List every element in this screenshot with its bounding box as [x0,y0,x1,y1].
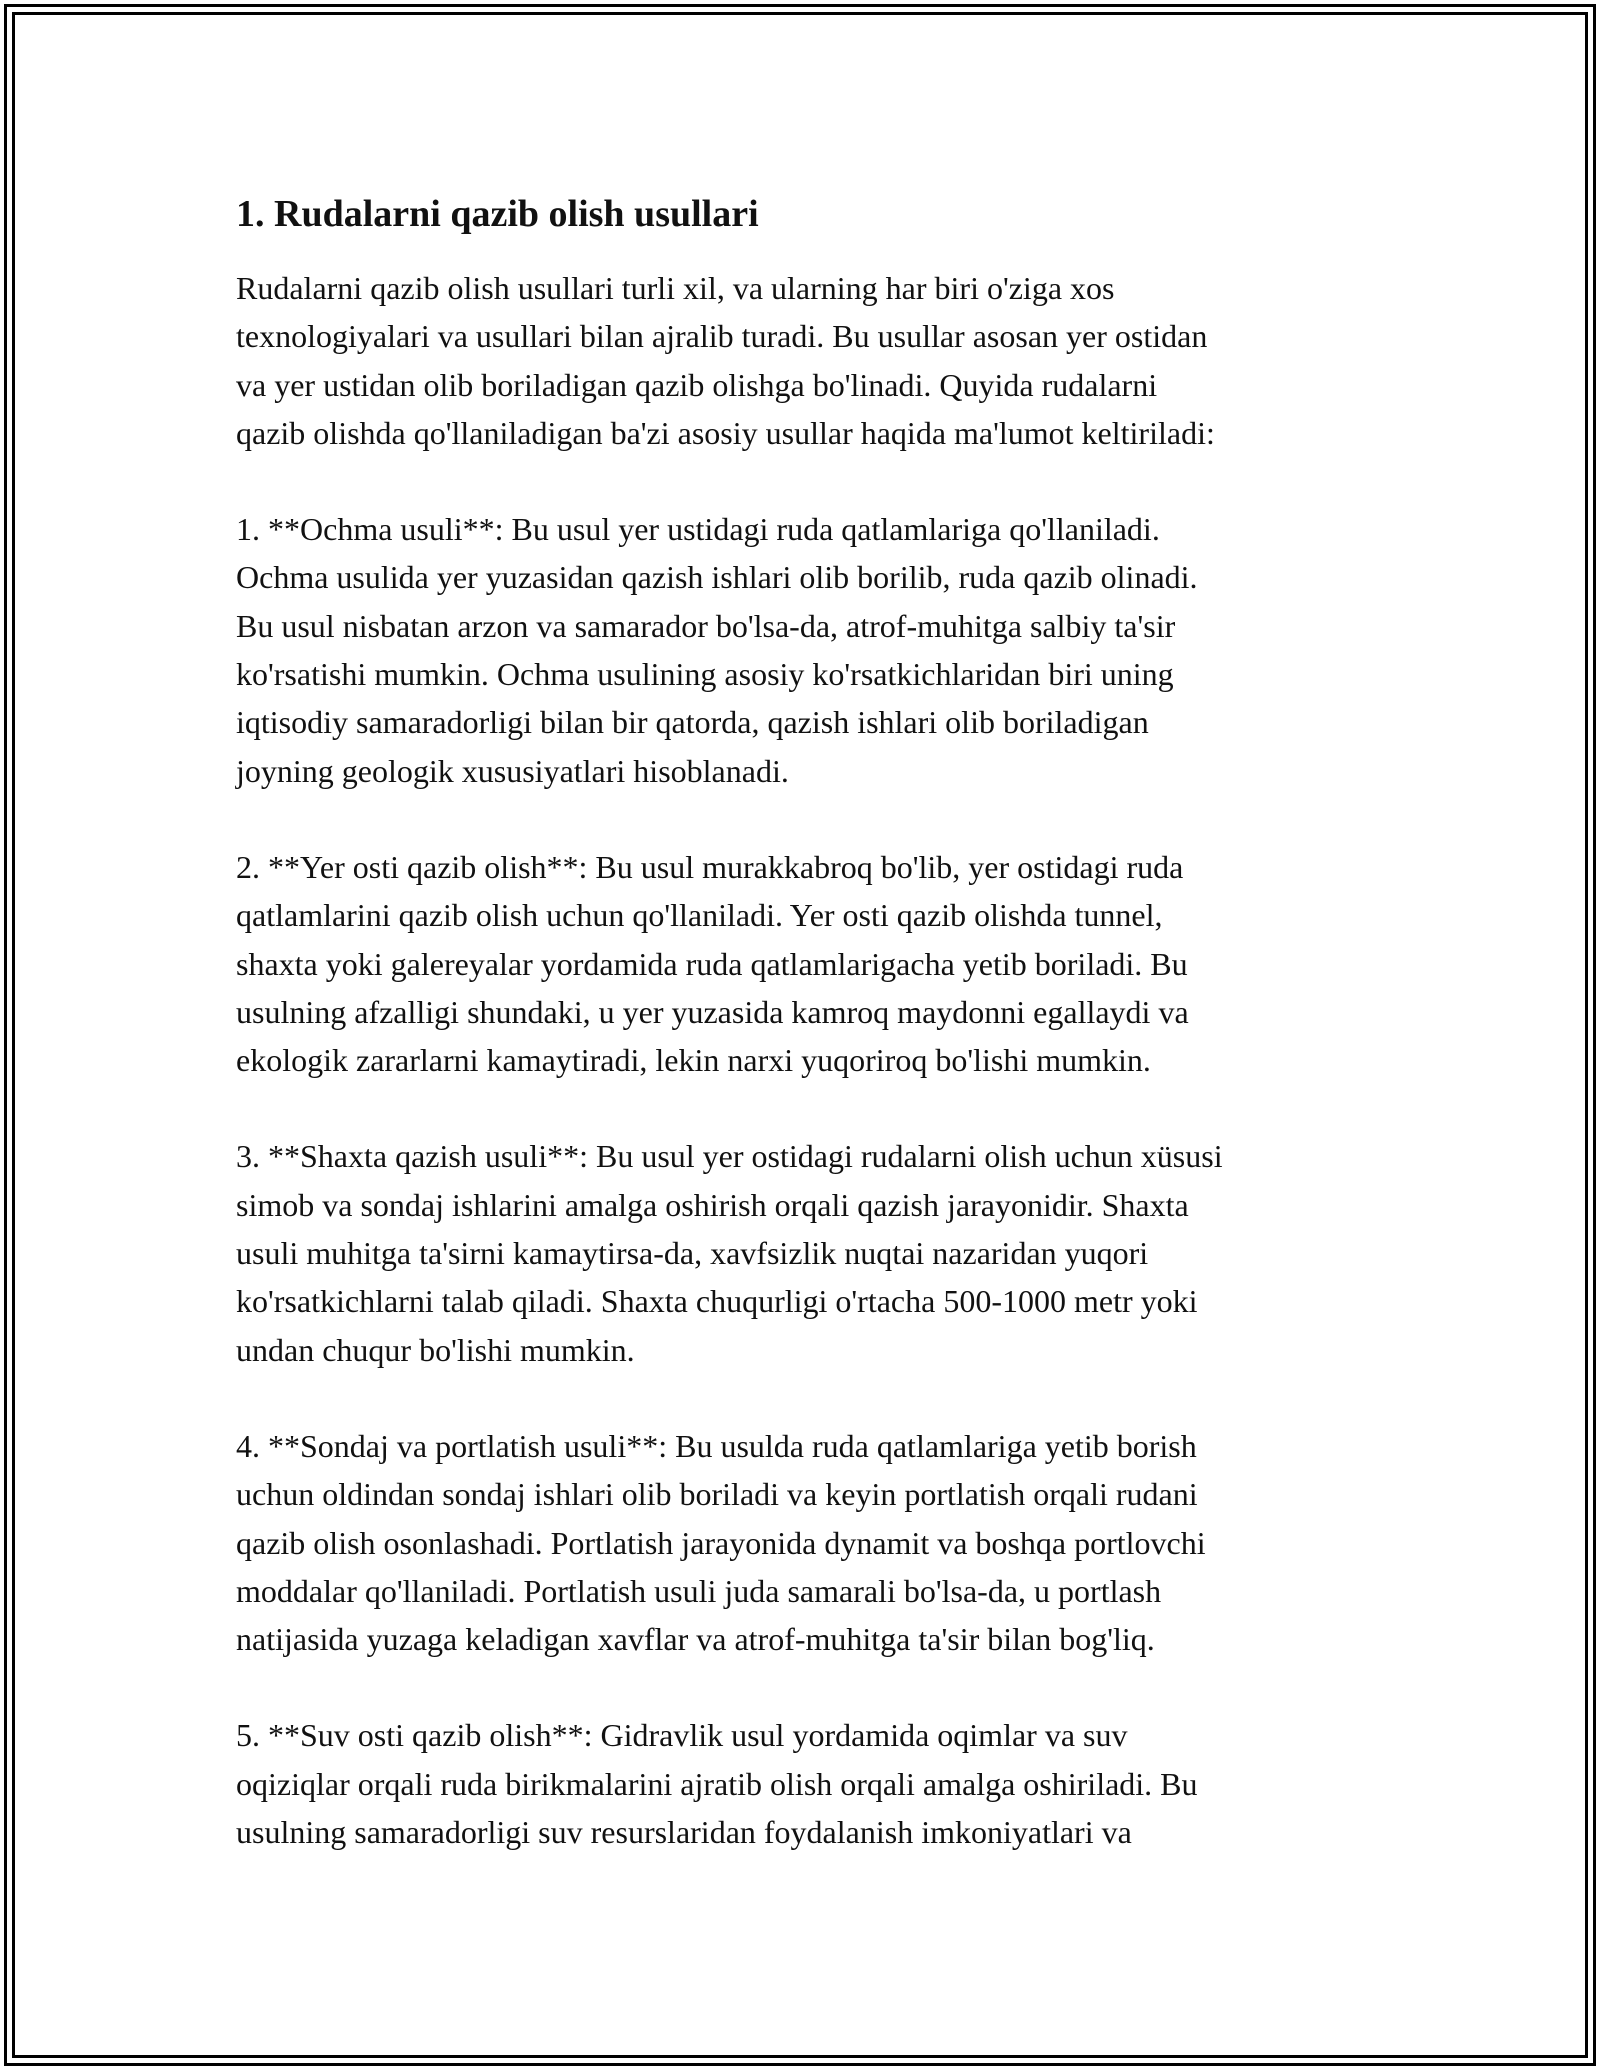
method-paragraph-1 [236,505,1376,795]
text-line: 1. **Ochma usuli**: Bu usul yer ustidagi ruda qatlamlariga qo'llaniladi. [236,511,1160,548]
text-line: Ochma usulida yer yuzasidan qazish ishlari olib borilib, ruda qazib olinadi. [236,559,1198,596]
method-paragraph-2 [236,843,1376,1084]
text-line: qatlamlarini qazib olish uchun qo'llaniladi. Yer osti qazib olishda tunnel, [236,897,1163,934]
text-line: joyning geologik xususiyatlari hisoblanadi. [236,752,789,789]
text-line: Bu usul nisbatan arzon va samarador bo'lsa-da, atrof-muhitga salbiy ta'sir [236,607,1176,644]
text-line: qazib olish osonlashadi. Portlatish jarayonida dynamit va boshqa portlovchi [236,1524,1206,1561]
text-line: Rudalarni qazib olish usullari turli xil, va ularning har biri o'ziga xos [236,270,1115,306]
section-heading: 1. Rudalarni qazib olish usullari [236,193,759,235]
text-line: usulning afzalligi shundaki, u yer yuzasida kamroq maydonni egallaydi va [236,993,1189,1030]
document-body [236,186,1376,1904]
text-line: va yer ustidan olib boriladigan qazib olishga bo'linadi. Quyida rudalarni [236,366,1158,403]
text-line: usuli muhitga ta'sirni kamaytirsa-da, xavfsizlik nuqtai nazaridan yuqori [236,1235,1149,1272]
method-paragraph-4 [236,1422,1376,1663]
text-line: simob va sondaj ishlarini amalga oshirish orqali qazish jarayonidir. Shaxta [236,1186,1189,1223]
text-line: 5. **Suv osti qazib olish**: Gidravlik usul yordamida oqimlar va suv [236,1717,1128,1754]
text-line: natijasida yuzaga keladigan xavflar va atrof-muhitga ta'sir bilan bog'liq. [236,1621,1155,1658]
text-line: ko'rsatishi mumkin. Ochma usulining asosiy ko'rsatkichlaridan biri uning [236,656,1174,693]
method-paragraph-5 [236,1711,1376,1856]
text-line: 2. **Yer osti qazib olish**: Bu usul murakkabroq bo'lib, yer ostidagi ruda [236,848,1184,885]
text-line: 3. **Shaxta qazish usuli**: Bu usul yer ostidagi rudalarni olish uchun xüsusi [236,1138,1223,1175]
method-paragraph-3 [236,1132,1376,1373]
text-line: usulning samaradorligi suv resurslaridan foydalanish imkoniyatlari va [236,1814,1132,1851]
text-line: shaxta yoki galereyalar yordamida ruda qatlamlarigacha yetib boriladi. Bu [236,945,1188,982]
text-line: qazib olishda qo'llaniladigan ba'zi asosiy usullar haqida ma'lumot keltiriladi: [236,414,1215,451]
text-line: oqiziqlar orqali ruda birikmalarini ajratib olish orqali amalga oshiriladi. Bu [236,1765,1198,1802]
text-line: ekologik zararlarni kamaytiradi, lekin narxi yuqoriroq bo'lishi mumkin. [236,1042,1151,1079]
text-line: ko'rsatkichlarni talab qiladi. Shaxta chuqurligi o'rtacha 500-1000 metr yoki [236,1283,1198,1320]
text-line: undan chuqur bo'lishi mumkin. [236,1331,635,1368]
text-line: texnologiyalari va usullari bilan ajralib turadi. Bu usullar asosan yer ostidan [236,318,1208,355]
text-line: 4. **Sondaj va portlatish usuli**: Bu usulda ruda qatlamlariga yetib borish [236,1427,1197,1464]
text-line: iqtisodiy samaradorligi bilan bir qatorda, qazish ishlari olib boriladigan [236,704,1149,741]
text-line: moddalar qo'llaniladi. Portlatish usuli juda samarali bo'lsa-da, u portlash [236,1572,1162,1609]
text-line: uchun oldindan sondaj ishlari olib boriladi va keyin portlatish orqali rudani [236,1476,1198,1513]
intro-paragraph [236,264,1376,457]
